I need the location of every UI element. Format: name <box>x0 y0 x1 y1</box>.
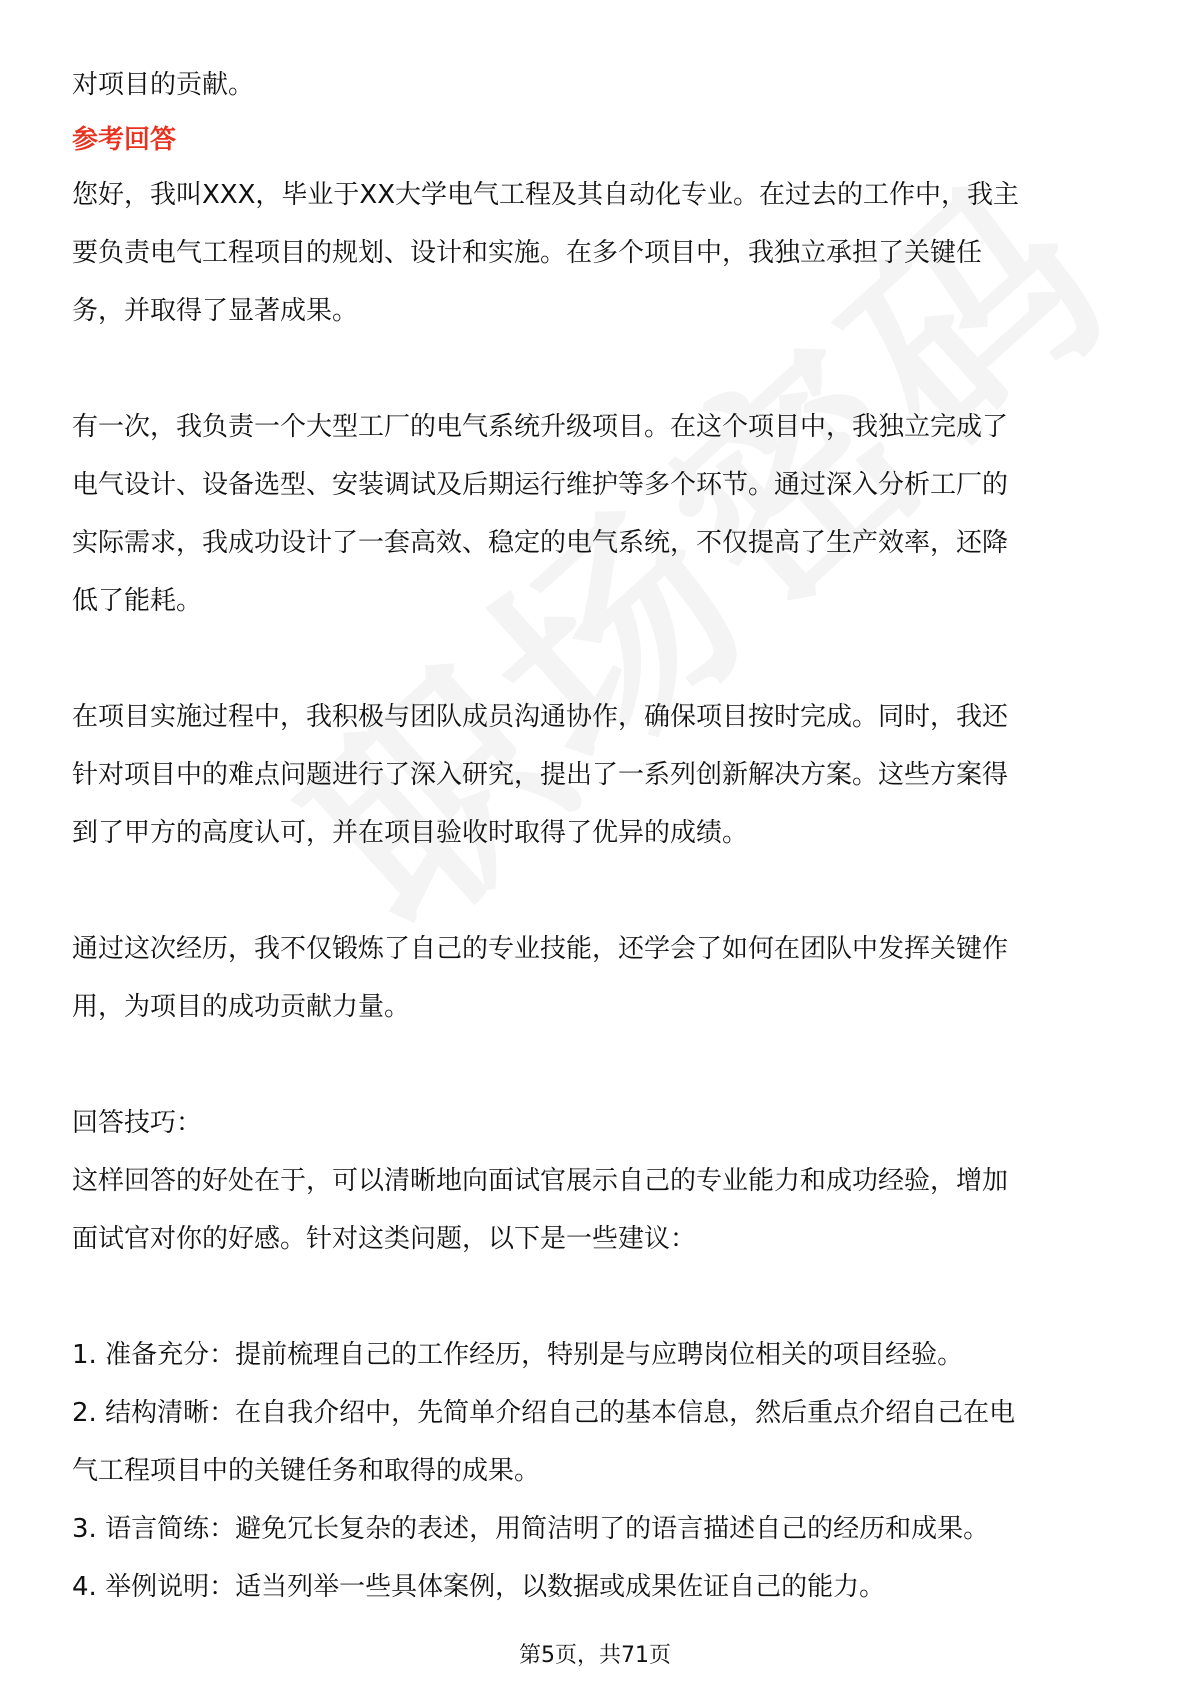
tip-item-3: 3. 语言简练：避免冗长复杂的表述，用简洁明了的语言描述自己的经历和成果。 <box>72 1514 990 1544</box>
paragraph-line: 通过这次经历，我不仅锻炼了自己的专业技能，还学会了如何在团队中发挥关键作 <box>72 934 1009 964</box>
paragraph-line: 这样回答的好处在于，可以清晰地向面试官展示自己的专业能力和成功经验，增加 <box>72 1166 1009 1196</box>
tip-item-4: 4. 举例说明：适当列举一些具体案例，以数据或成果佐证自己的能力。 <box>72 1572 886 1602</box>
tip-item-2: 2. 结构清晰：在自我介绍中，先简单介绍自己的基本信息，然后重点介绍自己在电 <box>72 1398 1016 1428</box>
paragraph-line: 针对项目中的难点问题进行了深入研究，提出了一系列创新解决方案。这些方案得 <box>72 760 1009 790</box>
page-number: 第5页，共71页 <box>519 1643 671 1668</box>
answer-paragraph-3 <box>72 688 1122 862</box>
paragraph-line: 要负责电气工程项目的规划、设计和实施。在多个项目中，我独立承担了关键任 <box>72 238 983 268</box>
document-body <box>72 56 1122 1616</box>
answer-paragraph-4 <box>72 920 1122 1036</box>
answer-heading: 参考回答 <box>72 125 177 155</box>
paragraph-line: 电气设计、设备选型、安装调试及后期运行维护等多个环节。通过深入分析工厂的 <box>72 470 1009 500</box>
tips-intro <box>72 1152 1122 1268</box>
paragraph-gap <box>72 1036 1122 1094</box>
answer-paragraph-1 <box>72 166 1122 340</box>
paragraph-line: 低了能耗。 <box>72 586 203 616</box>
paragraph-gap <box>72 630 1122 688</box>
intro-line: 对项目的贡献。 <box>72 70 255 100</box>
answer-paragraph-2 <box>72 398 1122 630</box>
paragraph-line: 用，为项目的成功贡献力量。 <box>72 992 411 1022</box>
tip-item-2-cont: 气工程项目中的关键任务和取得的成果。 <box>72 1456 541 1486</box>
paragraph-line: 实际需求，我成功设计了一套高效、稳定的电气系统，不仅提高了生产效率，还降 <box>72 528 1009 558</box>
tip-item-1: 1. 准备充分：提前梳理自己的工作经历，特别是与应聘岗位相关的项目经验。 <box>72 1340 964 1370</box>
paragraph-line: 务，并取得了显著成果。 <box>72 296 359 326</box>
tips-list <box>72 1326 1122 1616</box>
paragraph-line: 在项目实施过程中，我积极与团队成员沟通协作，确保项目按时完成。同时，我还 <box>72 702 1009 732</box>
paragraph-line: 有一次，我负责一个大型工厂的电气系统升级项目。在这个项目中，我独立完成了 <box>72 412 1009 442</box>
paragraph-gap <box>72 340 1122 398</box>
paragraph-gap <box>72 862 1122 920</box>
paragraph-line: 面试官对你的好感。针对这类问题，以下是一些建议： <box>72 1224 697 1254</box>
tips-heading: 回答技巧： <box>72 1108 203 1138</box>
paragraph-gap <box>72 1268 1122 1326</box>
paragraph-line: 到了甲方的高度认可，并在项目验收时取得了优异的成绩。 <box>72 818 749 848</box>
paragraph-line: 您好，我叫XXX，毕业于XX大学电气工程及其自动化专业。在过去的工作中，我主 <box>72 180 1020 210</box>
